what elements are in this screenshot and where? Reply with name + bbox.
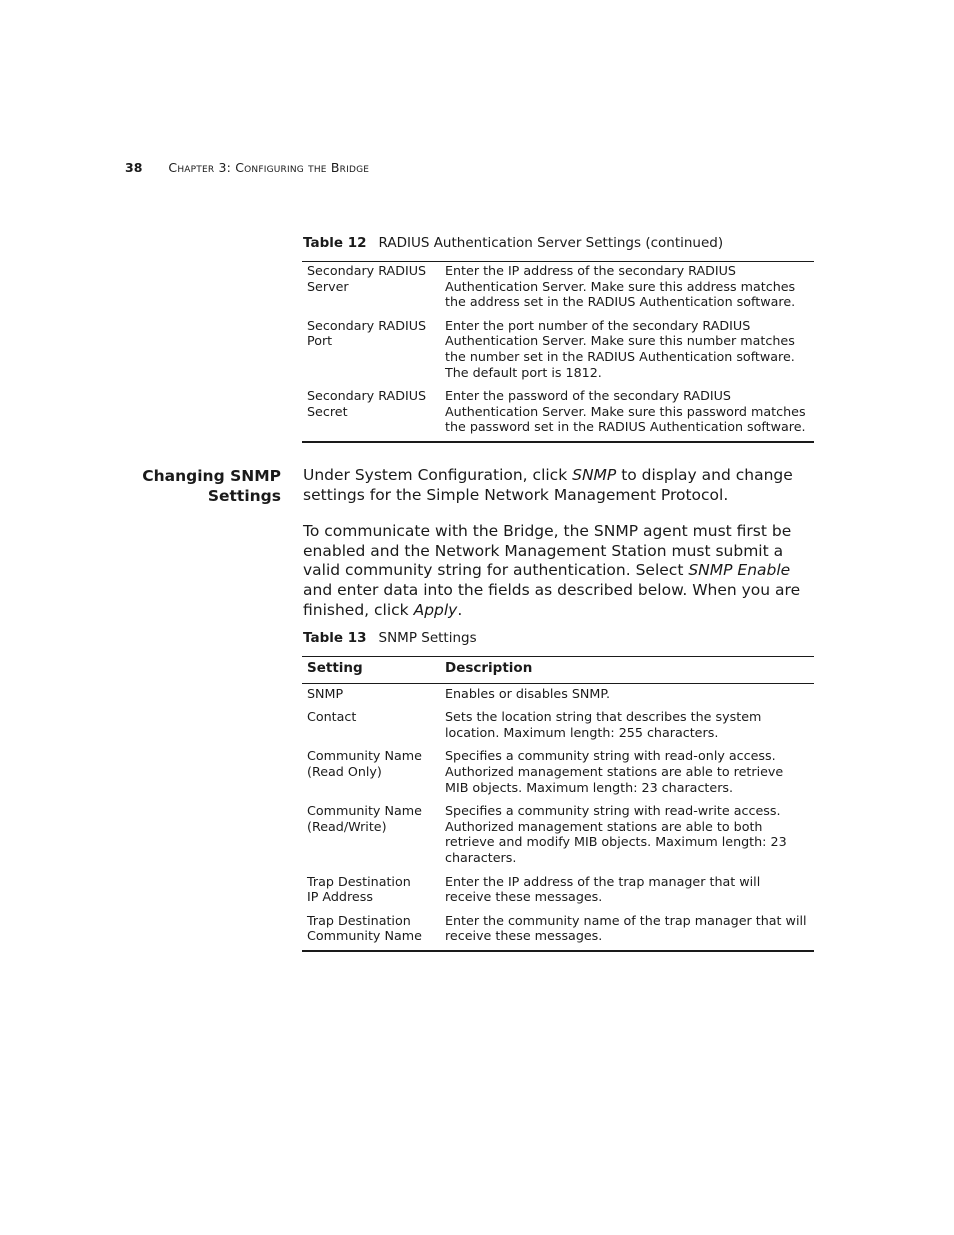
setting-line: Trap Destination: [307, 912, 411, 928]
table-row: [302, 262, 814, 318]
table-row: [302, 874, 814, 913]
setting-line: Trap Destination: [307, 873, 411, 889]
description-cell: Enables or disables SNMP.: [445, 685, 611, 701]
table-row: [302, 318, 814, 388]
setting-cell: [302, 913, 445, 951]
setting-line: IP Address: [307, 889, 373, 905]
column-header-description: Description: [445, 657, 814, 684]
column-header-setting: Setting: [302, 657, 445, 684]
table-header-row: [302, 657, 814, 684]
table13-title: SNMP Settings: [378, 630, 477, 646]
setting-line: Community Name: [307, 748, 422, 764]
table13-caption: [303, 630, 477, 646]
setting-line: (Read/Write): [307, 818, 387, 834]
setting-line: (Read Only): [307, 763, 382, 779]
setting-line: Community Name: [307, 928, 422, 944]
setting-line: Contact: [307, 709, 357, 725]
text-run: To communicate with the Bridge, the SNMP agent must first be enabled and the Network Management Station must submit a valid community string for authentication. Select: [303, 522, 792, 580]
setting-cell: Secondary RADIUS Port: [307, 317, 427, 349]
table-row: [302, 709, 814, 748]
emphasis-apply: Apply: [413, 600, 458, 619]
snmp-settings-table: [302, 656, 814, 952]
paragraph-instructions: [303, 522, 818, 621]
description-cell: Sets the location string that describes the system location. Maximum length: 255 characters.: [445, 709, 762, 740]
table-row: [302, 913, 814, 951]
table-row: [302, 683, 814, 709]
paragraph-intro: [303, 466, 818, 505]
section-heading-line2: Settings: [207, 487, 281, 505]
table-row: [302, 748, 814, 803]
setting-cell: Secondary RADIUS Secret: [307, 388, 427, 419]
section-heading-line1: Changing SNMP: [142, 467, 281, 485]
radius-settings-table: [302, 261, 814, 443]
table13-label: Table 13: [303, 630, 367, 646]
chapter-title: Chapter 3: Configuring the Bridge: [168, 160, 370, 175]
page-header: [125, 160, 369, 175]
description-cell: Enter the IP address of the trap manager that will receive these messages.: [445, 873, 761, 905]
text-run: to display and change settings for the Simple Network Management Protocol.: [303, 466, 793, 504]
text-run: .: [457, 600, 463, 619]
description-cell: Enter the community name of the trap manager that will receive these messages.: [445, 912, 807, 944]
description-cell: Enter the port number of the secondary RADIUS Authentication Server. Make sure this number matches the number set in the RADIUS Authentication software. The default port is 1812.: [445, 317, 795, 380]
section-heading: [142, 466, 281, 506]
description-cell: Specifies a community string with read-only access. Authorized management stations are able to retrieve MIB objects. Maximum length: 23 characters.: [445, 748, 784, 795]
setting-cell: [302, 748, 445, 803]
setting-cell: [302, 803, 445, 873]
table12-caption: [303, 235, 723, 251]
emphasis-snmp-enable: SNMP Enable: [688, 561, 791, 580]
table12-title: RADIUS Authentication Server Settings (continued): [378, 235, 724, 251]
setting-line: Community Name: [307, 803, 422, 819]
description-cell: Specifies a community string with read-write access. Authorized management stations are able to both retrieve and modify MIB objects. Maximum length: 23 characters.: [445, 803, 787, 865]
description-cell: Enter the password of the secondary RADIUS Authentication Server. Make sure this password matches the password set in the RADIUS Authentication software.: [445, 388, 806, 435]
description-cell: Enter the IP address of the secondary RADIUS Authentication Server. Make sure this address matches the address set in the RADIUS Authentication software.: [445, 263, 796, 310]
text-run: and enter data into the fields as described below. When you are finished, click: [303, 581, 801, 619]
table-row: [302, 388, 814, 442]
table-row: [302, 803, 814, 873]
setting-cell: [302, 874, 445, 913]
text-run: Under System Configuration, click: [303, 466, 573, 484]
emphasis-snmp: SNMP: [572, 466, 617, 484]
page-number: 38: [125, 160, 143, 175]
setting-cell: Secondary RADIUS Server: [307, 263, 427, 294]
setting-line: SNMP: [307, 685, 344, 701]
setting-cell: [302, 683, 445, 709]
table12-label: Table 12: [303, 235, 367, 251]
setting-cell: [302, 709, 445, 748]
